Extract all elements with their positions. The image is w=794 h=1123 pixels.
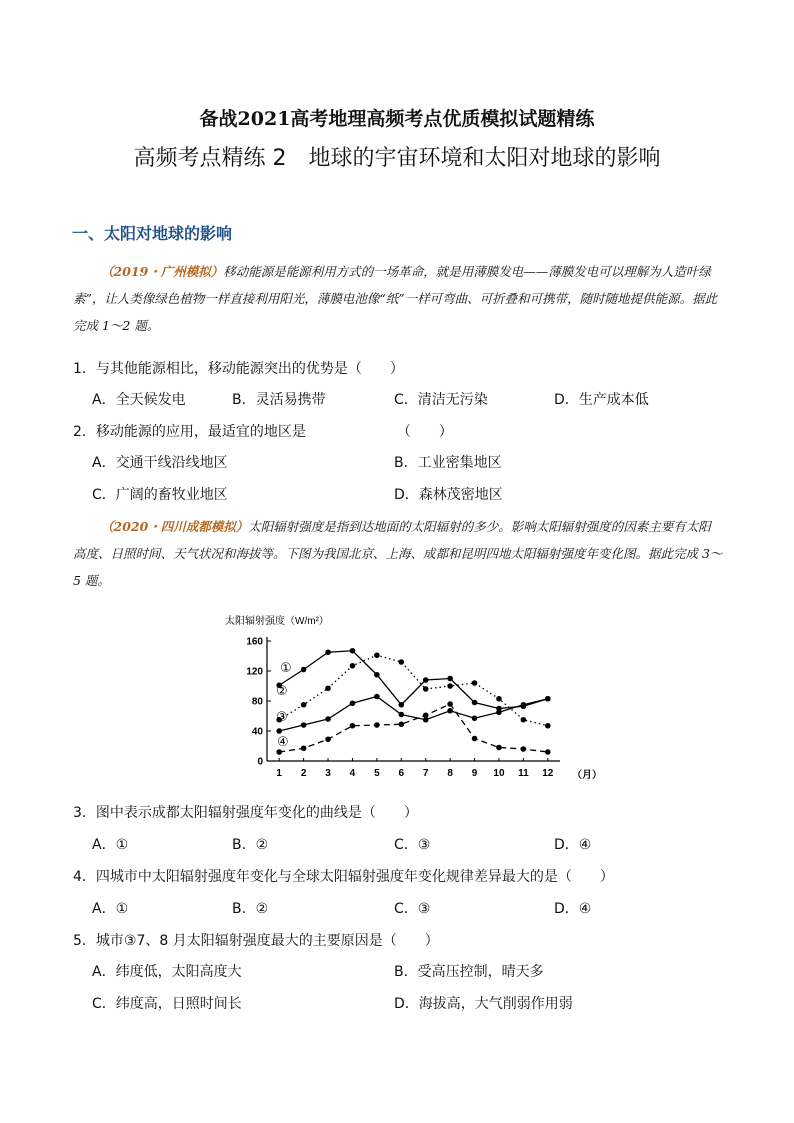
data-point [423, 677, 429, 683]
data-point [276, 749, 282, 755]
sub-title: 高频考点精练 2 地球的宇宙环境和太阳对地球的影响 [133, 146, 661, 171]
passage-2-source: （2020・四川成都模拟） [101, 519, 249, 534]
y-tick-label: 0 [257, 756, 263, 768]
question-4-option-d[interactable]: D．④ [554, 901, 592, 917]
data-point [496, 696, 502, 702]
data-point [472, 700, 478, 706]
series-line-2 [279, 655, 548, 726]
question-3-option-a[interactable]: A．① [92, 837, 129, 853]
y-tick-label: 120 [246, 666, 263, 678]
main-title: 备战2021高考地理高频考点优质模拟试题精练 [199, 108, 595, 130]
data-point [496, 709, 502, 715]
x-tick-label: 2 [300, 768, 307, 779]
data-point [472, 680, 478, 686]
passage-2 [73, 513, 723, 594]
question-4-option-b[interactable]: B．② [232, 901, 269, 917]
question-5-option-c[interactable]: C．纬度高，日照时间长 [92, 996, 242, 1012]
data-point [521, 746, 527, 752]
passage-1 [73, 258, 723, 339]
data-point [423, 686, 429, 692]
question-1-option-d[interactable]: D．生产成本低 [554, 392, 649, 408]
question-3-stem: 3．图中表示成都太阳辐射强度年变化的曲线是（ ） [73, 805, 418, 821]
data-point [423, 712, 429, 718]
data-point [447, 683, 453, 689]
data-point [301, 745, 307, 751]
x-tick-label: 4 [349, 768, 356, 779]
x-tick-label: 1 [276, 768, 282, 779]
x-tick-label: 6 [398, 768, 405, 779]
data-point [301, 702, 307, 708]
solar-radiation-chart [215, 608, 605, 798]
question-4-stem: 4．四城市中太阳辐射强度年变化与全球太阳辐射强度年变化规律差异最大的是（ ） [73, 869, 614, 885]
data-point [325, 736, 331, 742]
data-point [521, 702, 527, 708]
question-3-option-c[interactable]: C．③ [394, 837, 431, 853]
question-2-option-b[interactable]: B．工业密集地区 [394, 455, 502, 471]
chart-ylabel: 太阳辐射强度（W/m²） [225, 616, 329, 627]
question-2-stem: 2．移动能源的应用，最适宜的地区是 （ ） [73, 424, 453, 440]
passage-2-text: 太阳辐射强度是指到达地面的太阳辐射的多少。影响太阳辐射强度的因素主要有太阳高度、日照时间、天气状况和海拔等。下图为我国北京、上海、成都和昆明四地太阳辐射强度年变化图。据此完成 3～5 题。 [73, 519, 723, 588]
data-point [374, 652, 380, 658]
question-5-option-a[interactable]: A．纬度低，太阳高度大 [92, 964, 242, 980]
question-4-option-c[interactable]: C．③ [394, 901, 431, 917]
question-1-option-a[interactable]: A．全天候发电 [92, 392, 186, 408]
data-point [374, 694, 380, 700]
question-1-stem: 1．与其他能源相比，移动能源突出的优势是（ ） [73, 361, 404, 377]
data-point [545, 749, 551, 755]
data-point [447, 708, 453, 714]
data-point [472, 736, 478, 742]
series-line-3 [279, 697, 548, 732]
data-point [325, 649, 331, 655]
x-tick-label: 11 [518, 768, 529, 779]
data-point [447, 701, 453, 707]
section-heading: 一、太阳对地球的影响 [72, 224, 233, 243]
data-point [276, 728, 282, 734]
x-tick-label: 3 [325, 768, 331, 779]
data-point [521, 717, 527, 723]
question-1-option-b[interactable]: B．灵活易携带 [232, 392, 326, 408]
data-point [350, 663, 356, 669]
series-line-1 [279, 651, 548, 709]
y-tick-label: 80 [251, 696, 263, 708]
data-point [350, 700, 356, 706]
x-tick-label: 12 [542, 768, 554, 779]
question-3-option-d[interactable]: D．④ [554, 837, 592, 853]
series-label-1: ① [280, 660, 292, 675]
data-point [350, 723, 356, 729]
question-1-option-c[interactable]: C．清洁无污染 [394, 392, 488, 408]
data-point [374, 672, 380, 678]
data-point [398, 659, 404, 665]
data-point [545, 696, 551, 702]
question-4-option-a[interactable]: A．① [92, 901, 129, 917]
series-line-4 [279, 704, 548, 752]
passage-1-text: 移动能源是能源利用方式的一场革命，就是用薄膜发电——薄膜发电可以理解为人造叶绿素”，让人类像绿色植物一样直接利用阳光，薄膜电池像“纸”一样可弯曲、可折叠和可携带，随时随地提供能源。据此完成 1～2 题。 [73, 264, 718, 333]
question-5-option-b[interactable]: B．受高压控制，晴天多 [394, 964, 544, 980]
data-point [374, 722, 380, 728]
data-point [325, 716, 331, 722]
chart-xlabel: （月） [572, 770, 602, 781]
data-point [350, 648, 356, 654]
x-tick-label: 10 [493, 768, 505, 779]
question-3-option-b[interactable]: B．② [232, 837, 269, 853]
series-label-2: ② [276, 683, 288, 698]
x-tick-label: 9 [471, 768, 478, 779]
data-point [398, 712, 404, 718]
question-2-option-d[interactable]: D．森林茂密地区 [394, 487, 503, 503]
question-5-stem: 5．城市③7、8 月太阳辐射强度最大的主要原因是（ ） [73, 933, 439, 949]
y-tick-label: 40 [251, 726, 263, 738]
x-tick-label: 5 [374, 768, 380, 779]
x-tick-label: 7 [422, 768, 429, 779]
data-point [301, 667, 307, 673]
x-tick-label: 8 [447, 768, 453, 779]
data-point [447, 676, 453, 682]
y-tick-label: 160 [246, 636, 263, 648]
data-point [472, 715, 478, 721]
data-point [545, 723, 551, 729]
series-label-3: ③ [276, 709, 288, 724]
question-5-option-d[interactable]: D．海拔高，大气削弱作用弱 [394, 996, 573, 1012]
data-point [398, 721, 404, 727]
data-point [301, 722, 307, 728]
data-point [496, 745, 502, 751]
data-point [398, 702, 404, 708]
data-point [325, 685, 331, 691]
series-label-4: ④ [277, 734, 289, 749]
passage-1-source: （2019・广州模拟） [101, 264, 224, 279]
question-2-option-a[interactable]: A．交通干线沿线地区 [92, 455, 228, 471]
question-2-option-c[interactable]: C．广阔的畜牧业地区 [92, 487, 228, 503]
